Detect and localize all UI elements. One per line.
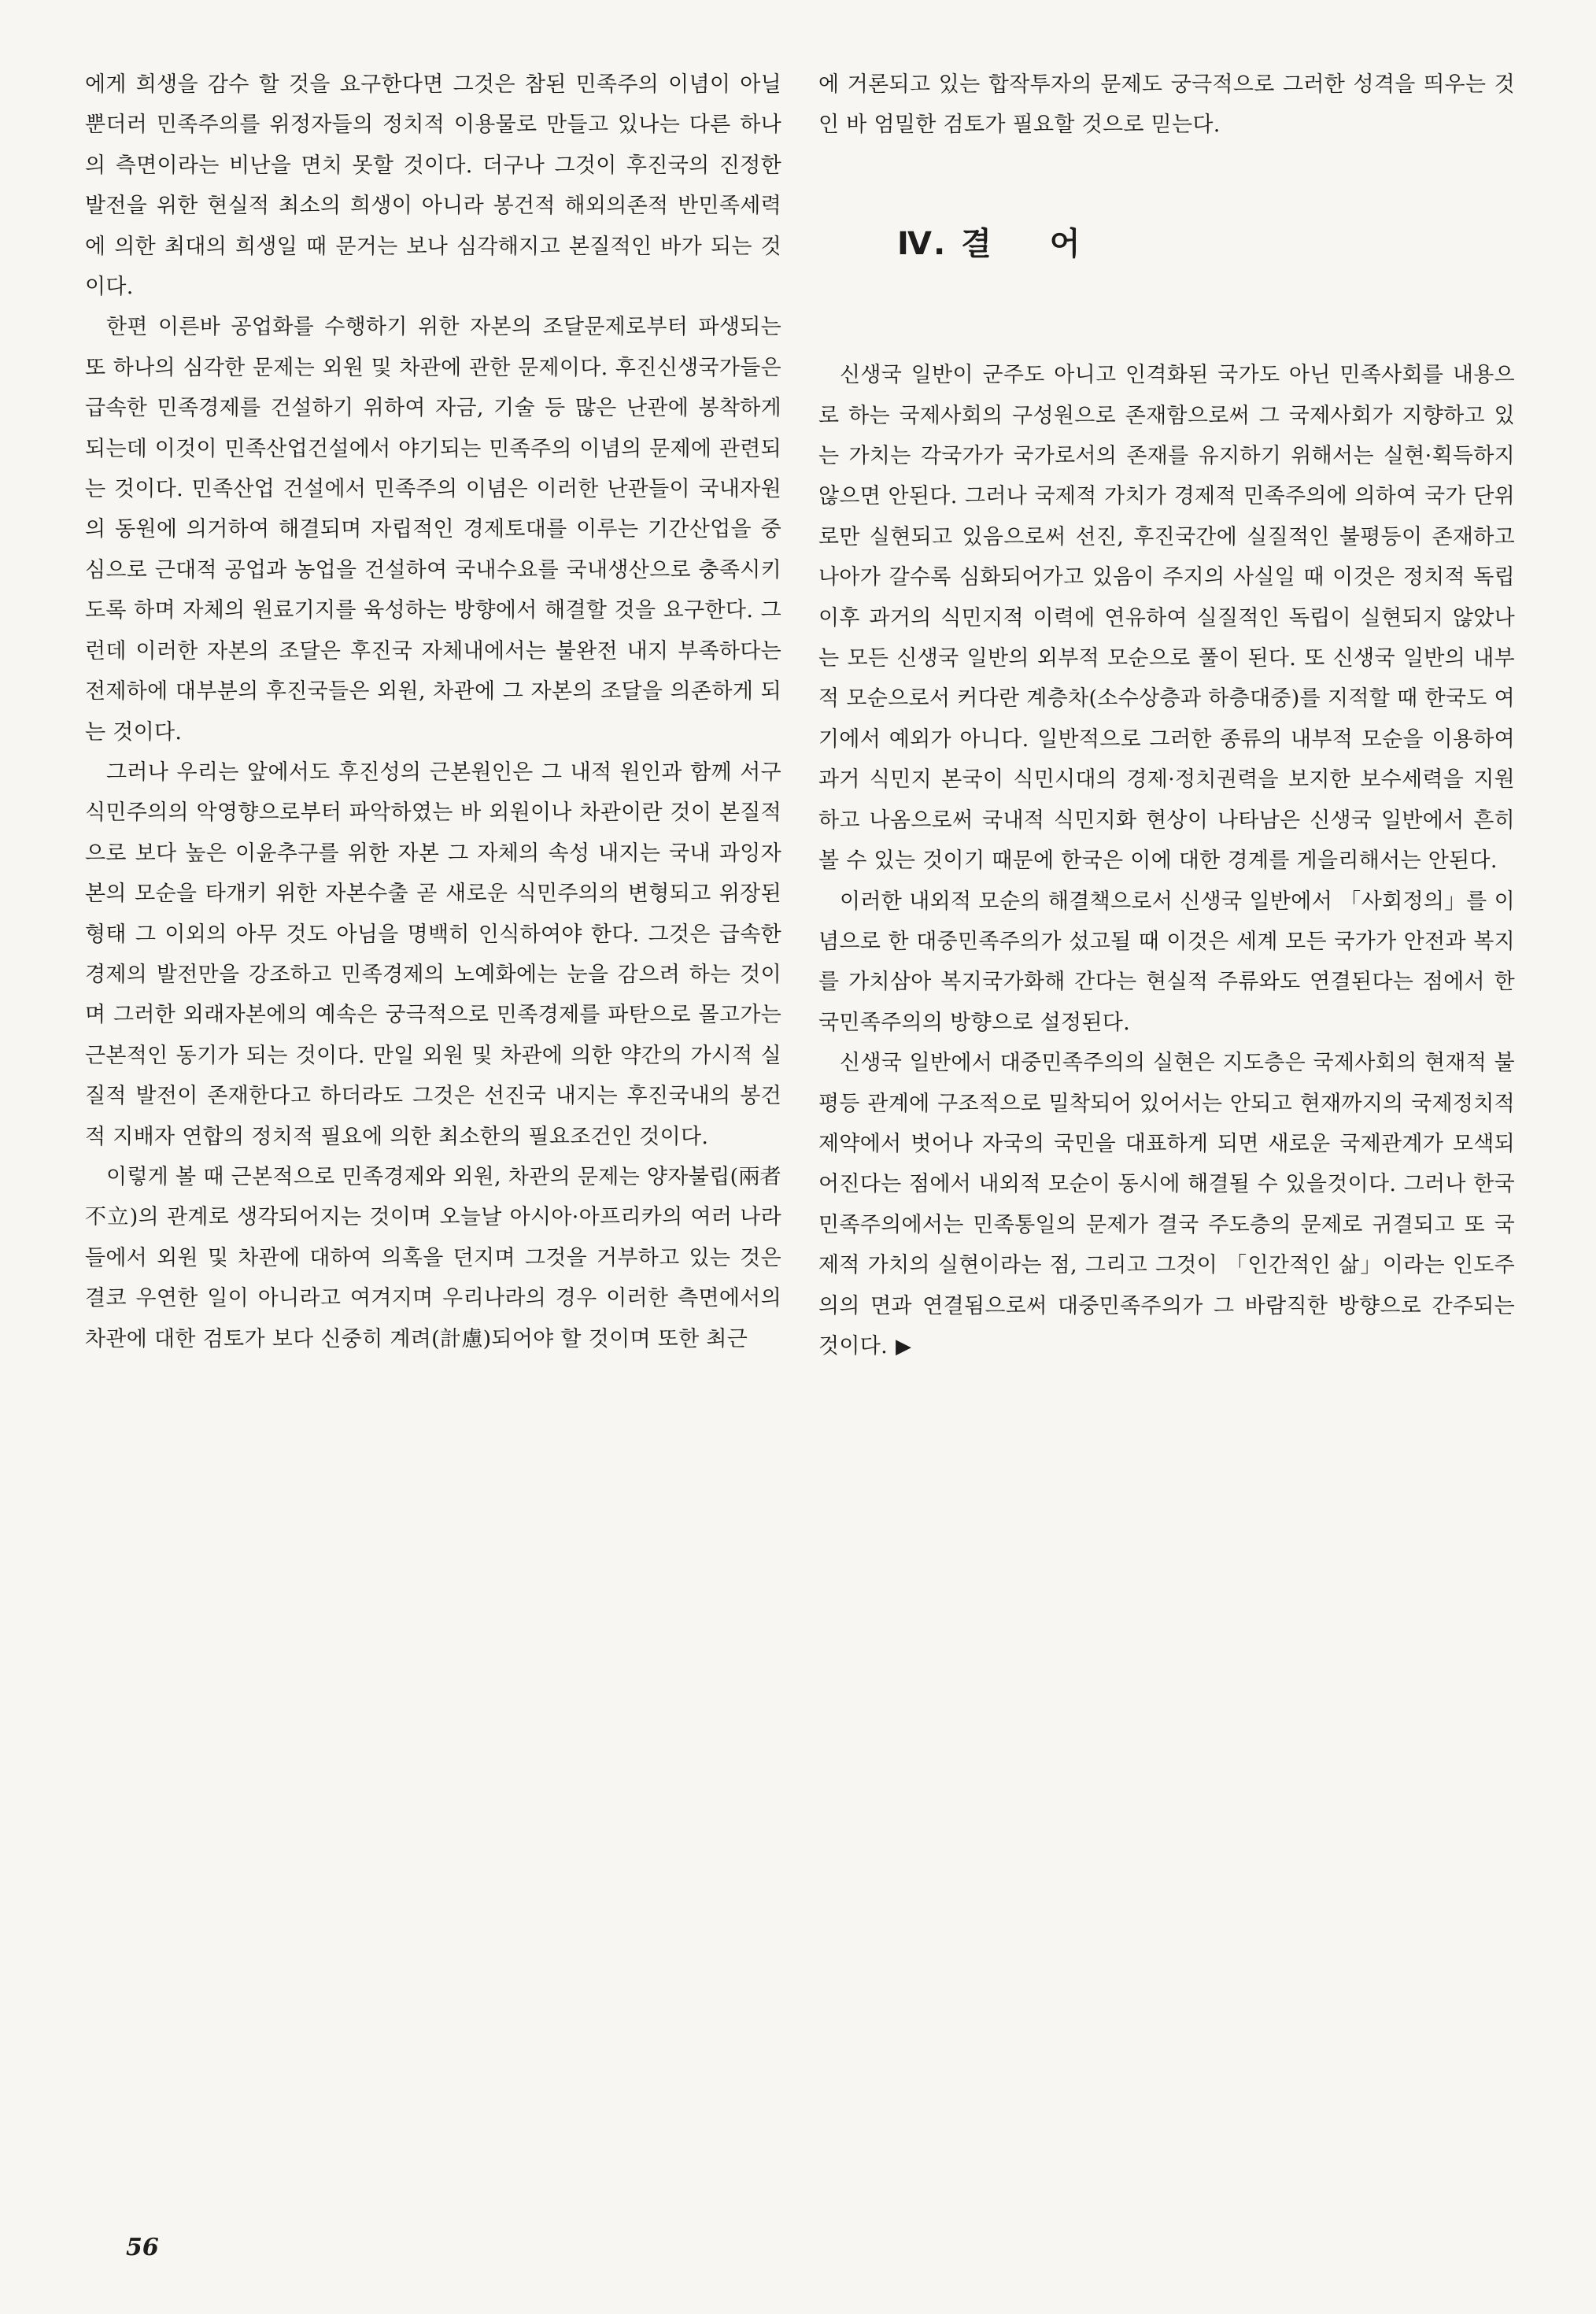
body-paragraph: 에게 희생을 감수 할 것을 요구한다면 그것은 참된 민족주의 이념이 아닐 뿐더러 민족주의를 위정자들의 정치적 이용물로 만들고 있나는 다른 하나의 측면이라는 비난을 면치 못할 것이다. 더구나 그것이 후진국의 진정한 발전을 위한 현실적 최소의 희생이 아니라 봉건적 해외의존적 반민족세력에 의한 최대의 희생일 때 문거는 보나 심각해지고 본질적인 바가 되는 것이다. — [85, 72, 781, 300]
body-paragraph: 신생국 일반이 군주도 아니고 인격화된 국가도 아닌 민족사회를 내용으로 하는 국제사회의 구성원으로 존재함으로써 그 국제사회가 지향하고 있는 가치는 각국가가 국가로서의 존재를 유지하기 위해서는 실현·획득하지 않으면 안된다. 그러나 국제적 가치가 경제적 민족주의에 의하여 국가 단위로만 실현되고 있음으로써 선진, 후진국간에 실질적인 불평등이 존재하고 나아가 갈수록 심화되어가고 있음이 주지의 사실일 때 이것은 정치적 독립이후 과거의 식민지적 이력에 연유하여 실질적인 독립이 실현되지 않았나는 모든 신생국 일반의 외부적 모순으로 풀이 된다. 또 신생국 일반의 내부적 모순으로서 커다란 계층차(소수상층과 하층대중)를 지적할 때 한국도 여기에서 예외가 아니다. 일반적으로 그러한 종류의 내부적 모순을 이용하여 과거 식민지 본국이 식민시대의 경제·정치권력을 보지한 보수세력을 지원하고 나옴으로써 국내적 식민지화 현상이 나타남은 신생국 일반에서 흔히 볼 수 있는 것이기 때문에 한국은 이에 대한 경계를 게을리해서는 안된다. — [818, 363, 1515, 874]
paragraph-text: 신생국 일반에서 대중민족주의의 실현은 지도층은 국제사회의 현재적 불평등 관계에 구조적으로 밀착되어 있어서는 안되고 현재까지의 국제정치적 제약에서 벗어나 자국의 국민을 대표하게 되면 새로운 국제관계가 모색되어진다는 점에서 내외적 모순이 동시에 해결될 수 있을것이다. 그러나 한국 민족주의에서는 민족통일의 문제가 결국 주도층의 문제로 귀결되고 또 국제적 가치의 실현이라는 점, 그리고 그것이 「인간적인 삶」이라는 인도주의의 면과 연결됨으로써 대중민족주의가 그 바람직한 방향으로 간주되는 것이다. — [818, 1051, 1515, 1358]
body-paragraph: 그러나 우리는 앞에서도 후진성의 근본원인은 그 내적 원인과 함께 서구식민주의의 악영향으로부터 파악하였는 바 외원이나 차관이란 것이 본질적으로 보다 높은 이윤추구를 위한 자본 그 자체의 속성 내지는 국내 과잉자본의 모순을 타개키 위한 자본수출 곧 새로운 식민주의의 변형되고 위장된 형태 그 이외의 아무 것도 아님을 명백히 인식하여야 한다. 그것은 급속한 경제의 발전만을 강조하고 민족경제의 노예화에는 눈을 감으려 하는 것이며 그러한 외래자본에의 예속은 궁극적으로 민족경제를 파탄으로 몰고가는 근본적인 동기가 되는 것이다. 만일 외원 및 차관에 의한 약간의 가시적 실질적 발전이 존재한다고 하더라도 그것은 선진국 내지는 후진국내의 봉건적 지배자 연합의 정치적 필요에 의한 최소한의 필요조건인 것이다. — [85, 760, 781, 1149]
section-title-part: 결 — [961, 225, 993, 262]
page-number: 56 — [126, 2234, 159, 2261]
body-paragraph: 에 거론되고 있는 합작투자의 문제도 궁극적으로 그러한 성격을 띄우는 것인 바 엄밀한 검토가 필요할 것으로 믿는다. — [818, 72, 1515, 138]
section-title-part: 어 — [1049, 225, 1082, 262]
right-text-column — [818, 65, 1515, 1367]
body-paragraph: 이렇게 볼 때 근본적으로 민족경제와 외원, 차관의 문제는 양자불립(兩者不立)의 관계로 생각되어지는 것이며 오늘날 아시아·아프리카의 여러 나라들에서 외원 및 차관에 대하여 의혹을 던지며 그것을 거부하고 있는 것은 결코 우연한 일이 아니라고 여겨지며 우리나라의 경우 이러한 측면에서의 차관에 대한 검토가 보다 신중히 계려(計慮)되어야 할 것이며 또한 최근 — [85, 1164, 781, 1351]
body-paragraph: 한편 이른바 공업화를 수행하기 위한 자본의 조달문제로부터 파생되는 또 하나의 심각한 문제는 외원 및 차관에 관한 문제이다. 후진신생국가들은 급속한 민족경제를 건설하기 위하여 자금, 기술 등 많은 난관에 봉착하게 되는데 이것이 민족산업건설에서 야기되는 민족주의 이념의 문제에 관련되는 것이다. 민족산업 건설에서 민족주의 이념은 이러한 난관들이 국내자원의 동원에 의거하여 해결되며 자립적인 경제토대를 이루는 기간산업을 중심으로 근대적 공업과 농업을 건설하여 국내수요를 국내생산으로 충족시키도록 하며 자체의 원료기지를 육성하는 방향에서 해결할 것을 요구한다. 그런데 이러한 자본의 조달은 후진국 자체내에서는 불완전 내지 부족하다는 전제하에 대부분의 후진국들은 외원, 차관에 그 자본의 조달을 의존하게 되는 것이다. — [85, 315, 781, 745]
section-number: Ⅳ. — [897, 225, 948, 262]
body-paragraph: 이러한 내외적 모순의 해결책으로서 신생국 일반에서 「사회정의」를 이념으로 한 대중민족주의가 섰고될 때 이것은 세계 모든 국가가 안전과 복지를 가치삼아 복지국가화해 간다는 현실적 주류와도 연결된다는 점에서 한국민족주의의 방향으로 설정된다. — [818, 889, 1515, 1035]
end-mark-icon: ▶ — [896, 1334, 912, 1358]
left-text-column — [85, 65, 781, 1359]
section-heading — [897, 224, 1515, 264]
body-paragraph — [818, 1043, 1515, 1367]
